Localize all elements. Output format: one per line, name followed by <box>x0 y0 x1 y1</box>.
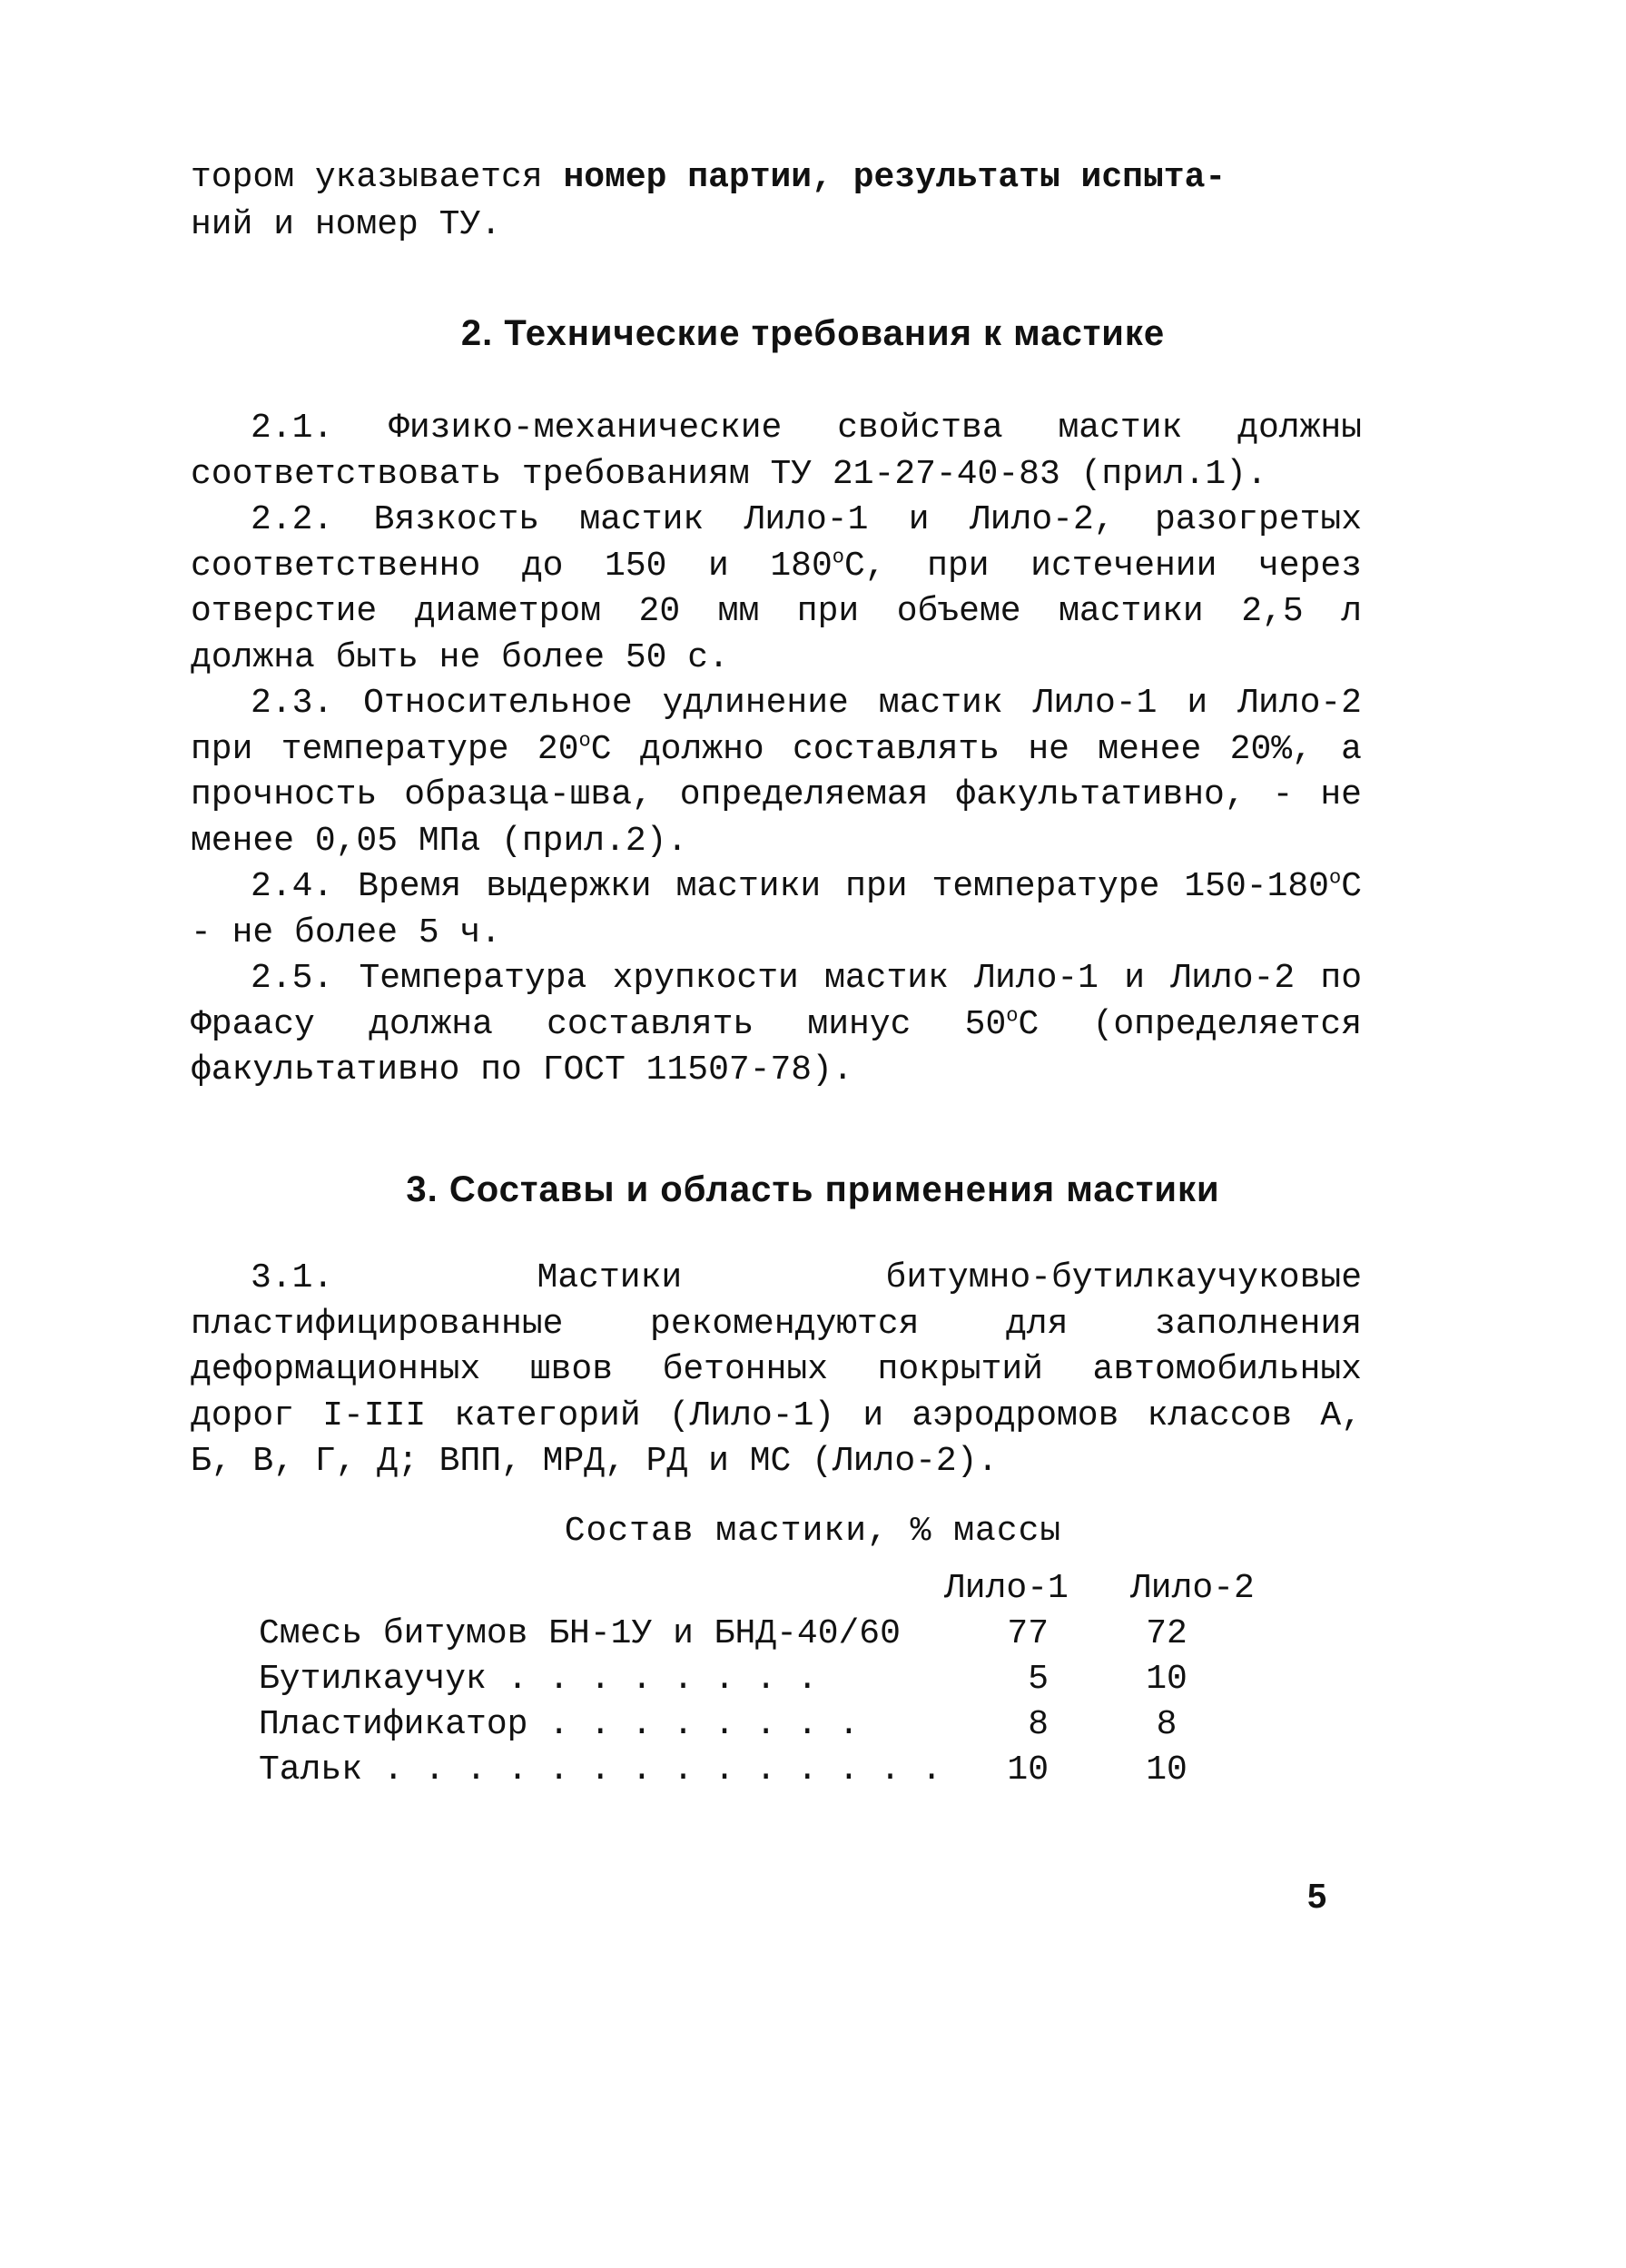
p22-text-a: 2.2. Вязкость мастик Лило-1 и Лило-2, разогретых соответственно до 150 и 180 <box>191 500 1362 586</box>
paragraph-2-3 <box>191 681 1362 864</box>
value-lilo-1: 8 <box>1028 1705 1049 1744</box>
value-lilo-2: 10 <box>1146 1750 1187 1790</box>
column-header-lilo-2: Лило-2 <box>1130 1569 1255 1608</box>
intro-line-2: ний и номер ТУ. <box>191 205 502 244</box>
p24-text-b: С - не более 5 ч. <box>191 867 1362 952</box>
degree-symbol: о <box>1328 866 1342 890</box>
section-2-heading: 2. Технические требования к мастике <box>460 313 1166 353</box>
intro-line-1 <box>191 154 1371 202</box>
intro-text: тором указывается <box>191 158 564 197</box>
section-3-heading: 3. Составы и область применения мастики <box>406 1169 1220 1209</box>
degree-symbol: о <box>578 728 591 752</box>
p23-text-a: 2.3. Относительное удлинение мастик Лило-1 и Лило-2 при температуре 20 <box>191 684 1362 769</box>
value-lilo-1: 5 <box>1028 1660 1049 1699</box>
paragraph-2-2 <box>191 498 1362 681</box>
row-label: Пластификатор . . . . . . . . <box>259 1705 860 1744</box>
row-label: Смесь битумов БН-1У и БНД-40/60 <box>259 1614 901 1653</box>
page-number: 5 <box>1307 1878 1327 1916</box>
value-lilo-2: 8 <box>1156 1705 1178 1744</box>
value-lilo-1: 77 <box>1007 1614 1049 1653</box>
intro-paragraph <box>191 154 1371 249</box>
paragraph-2-1: 2.1. Физико-механические свойства мастик должны соответствовать требованиям ТУ 21-27-40-83 (прил.1). <box>191 409 1362 494</box>
value-lilo-1: 10 <box>1007 1750 1049 1790</box>
p25-text-b: С (определяется факультативно по ГОСТ 11507-78). <box>191 1004 1362 1090</box>
row-label: Тальк . . . . . . . . . . . . . . <box>259 1750 942 1790</box>
column-header-lilo-1: Лило-1 <box>944 1569 1069 1608</box>
p22-text-b: С, при истечении через отверстие диаметром 20 мм при объеме мастики 2,5 л должна быть не более 50 с. <box>191 546 1362 677</box>
p24-text-a: 2.4. Время выдержки мастики при температуре 150-180 <box>251 867 1329 906</box>
degree-symbol: о <box>832 545 844 568</box>
paragraph-2-4 <box>191 864 1362 956</box>
row-label: Бутилкаучук . . . . . . . . <box>259 1660 818 1699</box>
intro-bold-text: номер партии, результаты испыта- <box>563 158 1227 197</box>
p25-text-a: 2.5. Температура хрупкости мастик Лило-1 и Лило-2 по Фраасу должна составлять минус 50 <box>191 959 1362 1044</box>
value-lilo-2: 72 <box>1146 1614 1187 1653</box>
value-lilo-2: 10 <box>1146 1660 1187 1699</box>
degree-symbol: о <box>1006 1003 1019 1027</box>
p23-text-b: С должно составлять не менее 20%, а прочность образца-шва, определяемая факультативно, - не менее 0,05 МПа (прил.2). <box>191 729 1362 861</box>
table-caption: Состав мастики, % массы <box>564 1512 1062 1551</box>
paragraph-2-5 <box>191 956 1362 1094</box>
paragraph-3-1: 3.1. Мастики битумно-бутилкаучуковые пластифицированные рекомендуются для заполнения деформационных швов бетонных покрытий автомобильных дорог I-III категорий (Лило-1) и аэродромов классов А, Б, В, Г, Д; ВПП, МРД, РД и МС (Лило-2). <box>191 1258 1362 1481</box>
